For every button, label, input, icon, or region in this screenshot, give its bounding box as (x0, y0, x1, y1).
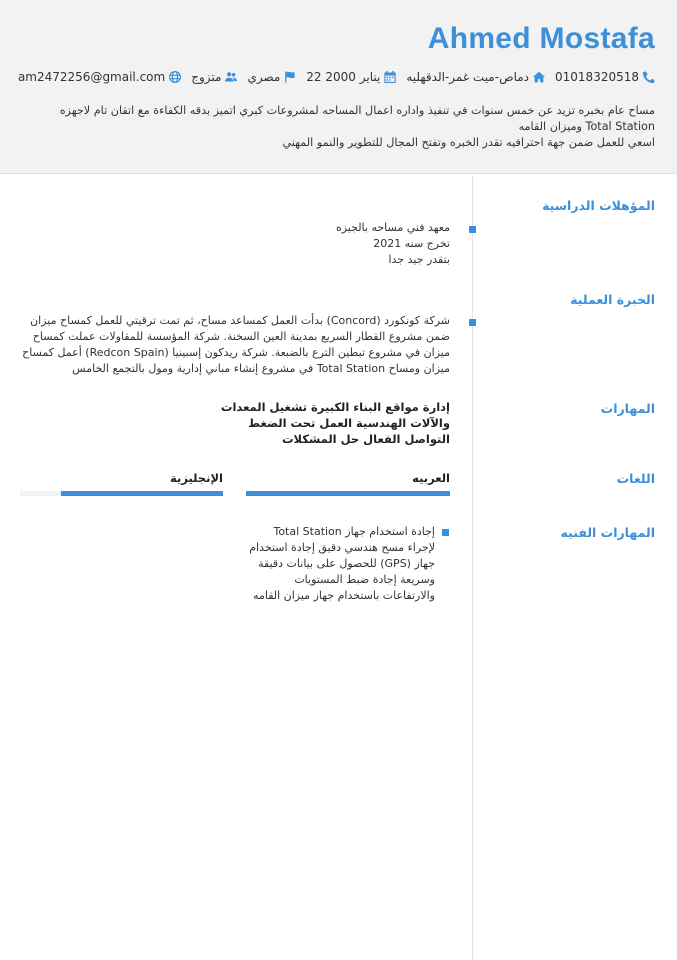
calendar-icon (384, 71, 396, 83)
education-bullet (469, 226, 476, 233)
address-contact (406, 70, 545, 84)
address-text: دماص-ميت غمر-الدقهليه (406, 70, 530, 84)
candidate-name: Ahmed Mostafa (427, 22, 655, 55)
language-arabic-bar (246, 491, 450, 496)
column-divider (472, 175, 473, 960)
home-icon (533, 71, 545, 83)
language-arabic-fill (246, 491, 450, 496)
resume-header (0, 0, 677, 174)
marital-text: متزوج (191, 70, 222, 84)
education-line-3: بتقدر جيد جدا (388, 253, 450, 266)
summary-line-1: مساح عام بخبره تزيد عن خمس سنوات في تنفيذ واداره اعمال المساحه لمشروعات كبري اتميز بدقه الكفاءة مع اتقان تام لاجهزه Total Station وميزان القامه (59, 104, 655, 133)
experience-title: الخبرة العملية (570, 292, 655, 307)
skills-list (210, 399, 450, 447)
phone-text: 01018320518 (555, 70, 639, 84)
education-line-1: معهد فني مساحه بالجيزه (335, 221, 450, 234)
birthdate-text: 22 يناير 2000 (306, 70, 381, 84)
language-english: الإنجليزية (170, 471, 223, 485)
technical-skills-title: المهارات الفنيه (560, 525, 655, 540)
language-english-bar (20, 491, 223, 496)
flag-icon (284, 71, 296, 83)
education-content (210, 220, 450, 268)
nationality-contact (247, 70, 296, 84)
phone-contact[interactable] (555, 70, 655, 84)
technical-skills-text: إجادة استخدام جهاز Total Station لإجراء مسح هندسي دقيق إجادة استخدام جهاز (GPS) للحصول على بيانات دقيقة وسريعة إجادة ضبط المستويات والارتفاعات باستخدام جهاز ميزان القامه (249, 525, 435, 602)
professional-summary (45, 103, 655, 151)
summary-line-2: اسعي للعمل ضمن جهة احترافيه تقدر الخبره وتفتح المجال للتطوير والنمو المهني (282, 136, 655, 149)
education-line-2: تخرج سنه 2021 (373, 237, 450, 250)
email-text: am2472256@gmail.com (17, 70, 166, 84)
experience-bullet (469, 319, 476, 326)
languages-title: اللغات (616, 471, 655, 486)
email-contact[interactable] (18, 70, 181, 84)
education-title: المؤهلات الدراسية (542, 198, 655, 213)
birthdate-contact (306, 70, 396, 84)
skills-line-1: إدارة مواقع البناء الكبيرة تشغيل المعدات (220, 400, 450, 414)
phone-icon (643, 71, 655, 83)
skills-line-2: والآلات الهندسية العمل تحت الضغط (248, 416, 450, 430)
contact-row (18, 70, 655, 84)
language-arabic: العربيه (412, 471, 450, 485)
technical-skills-bullet (442, 529, 449, 536)
users-icon (225, 71, 237, 83)
skills-title: المهارات (600, 401, 655, 416)
marital-contact (191, 70, 237, 84)
nationality-text: مصري (247, 70, 281, 84)
skills-line-3: التواصل الفعال حل المشكلات (281, 432, 450, 446)
language-english-fill (61, 491, 223, 496)
globe-icon (169, 71, 181, 83)
experience-text: شركة كونكورد (Concord) بدأت العمل كمساعد مساح، ثم تمت ترقيتي للعمل كمساح ميزان ضمن مشروع القطار السريع بمدينة العين السخنة. شركة المؤسسة للمقاولات عملت كمساح ميزان في مشروع تبطين الترع بالضبعة. شركة ريدكون إسبينيا (Redcon Spain) أعمل كمساح ميزان ومساح Total Station في مشروع إنشاء مباني إدارية ومول بالتجمع الخامس (22, 314, 450, 375)
